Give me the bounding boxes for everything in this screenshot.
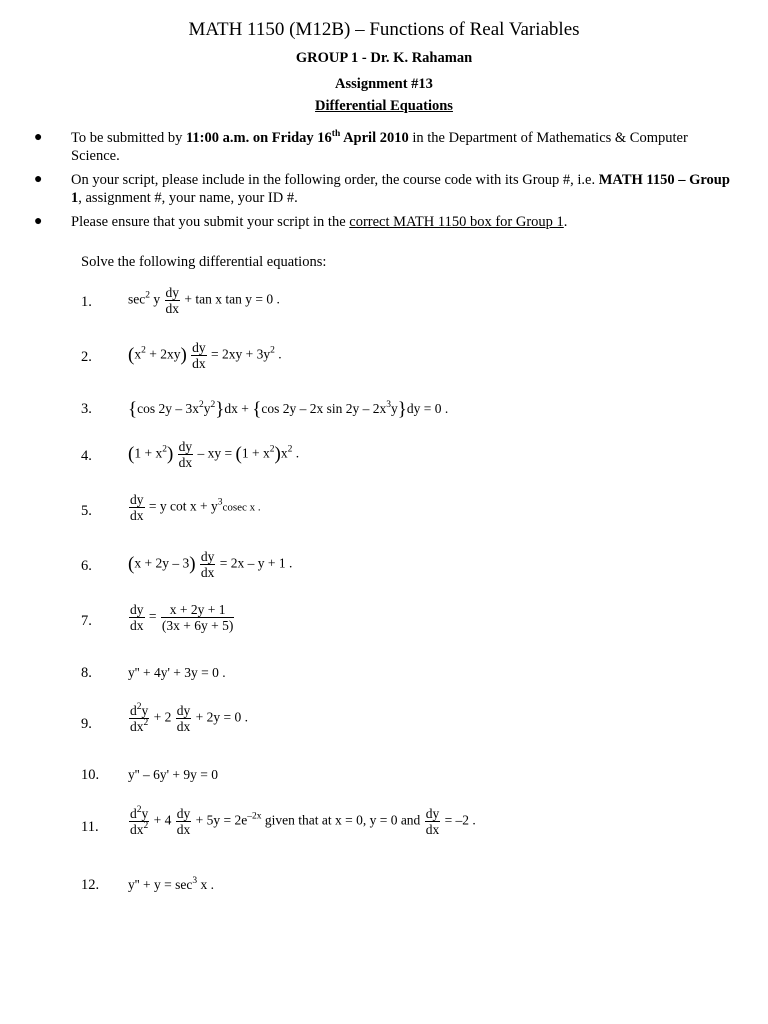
eq-sup: 2: [210, 400, 216, 410]
numerator: [129, 806, 149, 822]
denominator: dx: [165, 301, 179, 316]
b1-pre: To be submitted by: [71, 130, 186, 146]
equation: y'' + 4y' + 3y = 0 .: [128, 665, 226, 680]
eq-part: y'' + y = sec: [128, 877, 193, 892]
eq-sup: 3: [192, 876, 198, 886]
eq-sup: 2: [143, 821, 149, 831]
numerator: x + 2y + 1: [161, 602, 234, 618]
denominator: (3x + 6y + 5): [161, 618, 234, 633]
b3-post: .: [563, 214, 568, 230]
equation: [128, 439, 299, 470]
equation: y'' – 6y' + 9y = 0: [128, 767, 219, 782]
paren: (: [128, 443, 135, 465]
brace: }: [215, 399, 225, 420]
eq-part: + 2: [153, 709, 172, 725]
eq-part: = 2x – y + 1 .: [219, 555, 293, 571]
paren: ): [189, 553, 196, 575]
b1-deadline: [186, 130, 409, 146]
eq-part: x: [280, 445, 288, 461]
eq-part: y: [203, 401, 211, 416]
denominator: dx: [130, 618, 144, 633]
denominator: [129, 822, 149, 837]
numerator: dy: [130, 602, 144, 617]
eq-part: + 2y = 0 .: [195, 709, 248, 725]
question-number: 5.: [81, 503, 92, 519]
eq-sup: 2: [145, 290, 150, 301]
eq-part: .: [292, 445, 300, 461]
denominator: [129, 719, 149, 734]
eq-part: dx +: [224, 401, 253, 416]
eq-sup: 2: [162, 444, 167, 455]
eq-sup: 2: [270, 345, 275, 356]
b1-sup: th: [331, 129, 341, 139]
eq-part: = 2xy + 3y: [211, 346, 271, 362]
fraction: [165, 285, 181, 316]
numerator: [129, 703, 149, 719]
fraction: [129, 806, 149, 837]
question-number: 9.: [81, 716, 92, 732]
eq-sup: 2: [136, 805, 142, 815]
b1-time: 11:00 a.m. on Friday 16: [185, 130, 332, 146]
instruction-box: [30, 213, 730, 231]
numerator: dy: [176, 703, 191, 718]
fraction: [200, 549, 216, 580]
equation: [128, 285, 280, 316]
eq-part: x + 2y – 3: [134, 555, 190, 571]
eq-part: .: [274, 346, 282, 362]
eq-part: sec: [128, 291, 146, 307]
eq-part: + 5y = 2e: [195, 812, 248, 828]
brace: }: [397, 399, 407, 420]
eq-sup: 3: [386, 400, 391, 410]
paren: (: [128, 344, 135, 366]
denominator: dx: [200, 565, 215, 580]
denominator: dx: [178, 455, 193, 470]
fraction: [176, 703, 192, 734]
course-title: MATH 1150 (M12B) – Functions of Real Variables: [188, 19, 580, 40]
equation: [128, 549, 292, 580]
group-instructor: GROUP 1 - Dr. K. Rahaman: [295, 50, 473, 66]
denominator: dx: [425, 822, 440, 837]
paren: (: [235, 443, 242, 465]
equals: =: [148, 608, 157, 624]
denominator: dx: [192, 356, 206, 371]
b2-pre: On your script, please include in the following order, the course code with its Group #, i.e.: [71, 172, 599, 188]
denominator: dx: [176, 719, 191, 734]
brace: {: [128, 399, 138, 420]
question-number: 4.: [81, 448, 92, 464]
eq-part: x .: [197, 877, 214, 892]
b1-date: April 2010: [340, 130, 409, 146]
eq-sup: 2: [269, 444, 275, 455]
numerator: dy: [178, 439, 193, 454]
instruction-script-info: [30, 171, 730, 207]
b1-post: in the Department of Mathematics & Computer Science.: [71, 130, 688, 164]
eq-part: y: [141, 703, 149, 718]
numerator: dy: [130, 492, 144, 507]
assignment-number: Assignment #13: [335, 76, 433, 92]
eq-part: + 2xy: [145, 346, 181, 362]
eq-part: cos 2y – 2x sin 2y – 2x: [261, 401, 387, 416]
eq-sup: 2: [141, 345, 146, 356]
eq-part: dx: [130, 719, 144, 734]
denominator: dx: [176, 822, 191, 837]
eq-part: d: [130, 806, 137, 821]
fraction: [425, 806, 441, 837]
fraction: [129, 602, 145, 633]
numerator: dy: [165, 285, 179, 300]
paren: (: [128, 553, 135, 575]
eq-sup: 3: [217, 497, 223, 508]
eq-part: 1 + x: [134, 445, 163, 461]
instruction-submission: [30, 129, 730, 165]
questions-intro: Solve the following differential equations:: [81, 254, 327, 270]
eq-sup: 2: [287, 444, 293, 455]
eq-part: given that at x = 0, y = 0 and: [261, 812, 424, 828]
bullet-icon: ●: [34, 130, 43, 145]
bullet-icon: ●: [34, 172, 43, 187]
question-number: 8.: [81, 665, 92, 681]
eq-sup: 2: [136, 702, 142, 712]
eq-sup: –2x: [247, 811, 262, 822]
eq-part: + tan x tan y = 0 .: [184, 291, 280, 307]
brace: {: [252, 399, 262, 420]
numerator: dy: [425, 806, 440, 821]
equation: [128, 703, 248, 734]
eq-part: y: [150, 291, 161, 307]
question-number: 2.: [81, 349, 92, 365]
fraction: [178, 439, 194, 470]
eq-part: = y cot x + y: [148, 498, 218, 514]
question-number: 12.: [81, 877, 100, 893]
eq-part: y: [141, 806, 149, 821]
denominator: dx: [130, 508, 144, 523]
numerator: dy: [200, 549, 215, 564]
eq-part: + 4: [153, 812, 172, 828]
topic-text: Differential Equations: [315, 98, 453, 114]
question-number: 11.: [81, 819, 99, 835]
eq-part: y: [391, 401, 398, 416]
b3-pre: Please ensure that you submit your script in the: [71, 214, 350, 230]
b2-post: , assignment #, your name, your ID #.: [78, 190, 298, 206]
question-number: 1.: [81, 294, 92, 310]
paren: ): [274, 443, 281, 465]
instructions-list: [30, 129, 730, 237]
eq-part: d: [130, 703, 137, 718]
eq-part: – xy =: [197, 445, 236, 461]
b3-underline: correct MATH 1150 box for Group 1: [349, 214, 564, 230]
question-number: 7.: [81, 613, 92, 629]
fraction: [191, 340, 207, 371]
eq-part: dy = 0 .: [406, 401, 449, 416]
fraction: [129, 492, 145, 523]
eq-sup: 2: [143, 718, 149, 728]
eq-part: cos 2y – 3x: [137, 401, 199, 416]
fraction: [176, 806, 192, 837]
eq-part: = –2 .: [444, 812, 476, 828]
paren: ): [180, 344, 187, 366]
eq-part: x: [134, 346, 142, 362]
equation: [128, 399, 448, 421]
equation: [128, 492, 261, 523]
fraction: [129, 703, 149, 734]
equation: [128, 877, 214, 893]
equation: [128, 806, 476, 837]
eq-part: cosec x .: [222, 501, 261, 514]
paren: ): [166, 443, 174, 465]
equation: [128, 340, 282, 371]
assignment-topic: [0, 98, 768, 115]
b2-bold: MATH 1150 – Group 1: [71, 172, 730, 206]
question-number: 6.: [81, 558, 92, 574]
numerator: dy: [176, 806, 191, 821]
question-number: 3.: [81, 401, 92, 417]
bullet-icon: ●: [34, 214, 43, 229]
eq-part: dx: [130, 822, 144, 837]
eq-sup: 2: [199, 400, 204, 410]
eq-part: 1 + x: [241, 445, 270, 461]
equation: [128, 602, 235, 633]
numerator: dy: [192, 340, 206, 355]
question-number: 10.: [81, 767, 100, 783]
fraction: [161, 602, 234, 633]
